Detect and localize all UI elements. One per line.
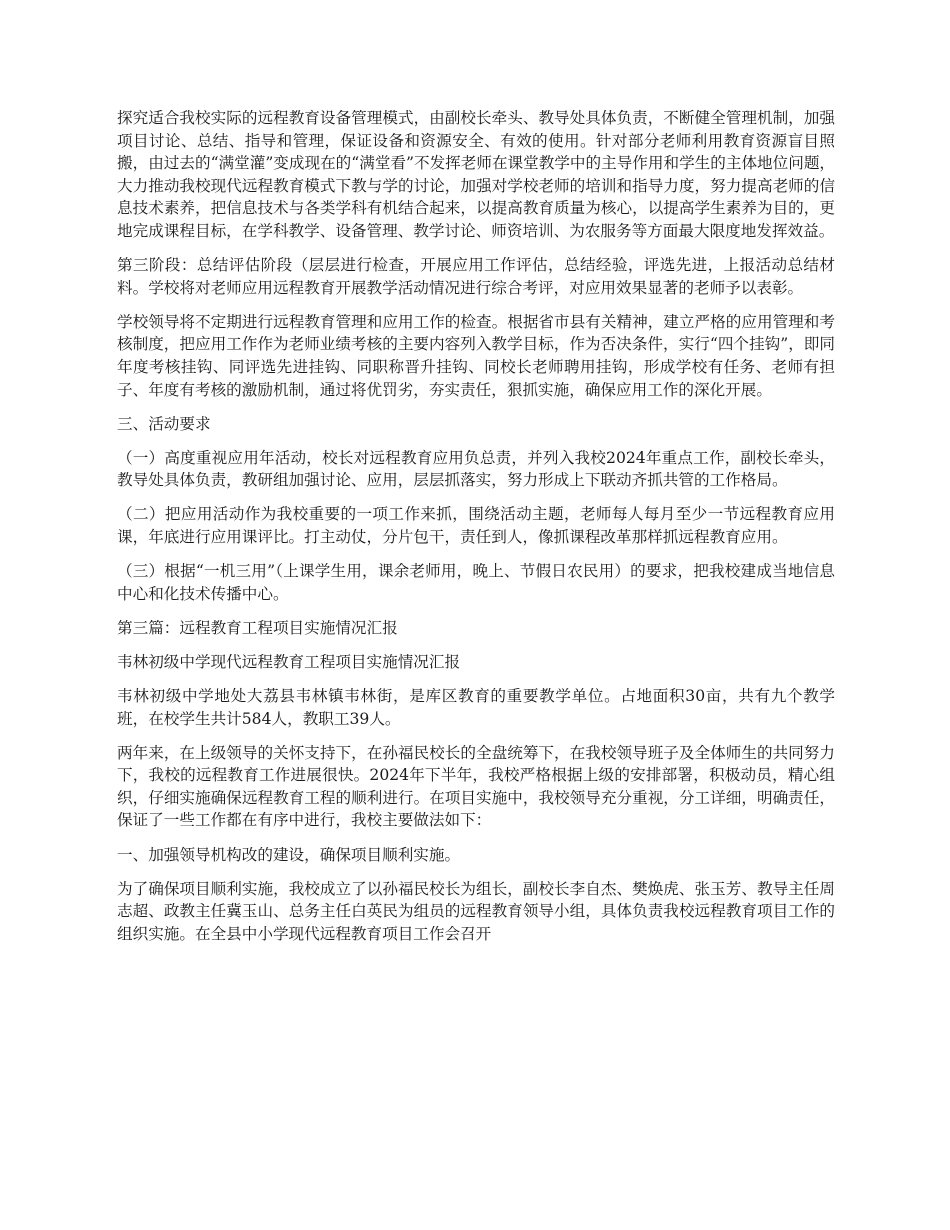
paragraph-requirement-3: （三）根据“一机三用”（上课学生用，课余老师用，晚上、节假日农民用）的要求，把我校建成当地信息中心和化技术传播中心。	[117, 562, 835, 603]
paragraph-leadership-group: 为了确保项目顺利实施，我校成立了以孙福民校长为组长，副校长李自杰、樊焕虎、张玉芳、教导主任周志超、政教主任冀玉山、总务主任白英民为组员的远程教育领导小组，具体负责我校远程教育项目工作的组织实施。在全县中小学现代远程教育项目工作会召开	[117, 879, 835, 943]
paragraph-equipment-management: 探究适合我校实际的远程教育设备管理模式，由副校长牵头、教导处具体负责，不断健全管理机制，加强项目讨论、总结、指导和管理，保证设备和资源安全、有效的使用。针对部分老师利用教育资源盲目照搬，由过去的“满堂灌”变成现在的“满堂看”不发挥老师在课堂教学中的主导作用和学生的主体地位问题，大力推动我校现代远程教育模式下教与学的讨论，加强对学校老师的培训和指导力度，努力提高老师的信息技术素养，把信息技术与各类学科有机结合起来，以提高教育质量为核心，以提高学生素养为目的，更地完成课程目标，在学科教学、设备管理、教学讨论、师资培训、为农服务等方面最大限度地发挥效益。	[117, 109, 836, 240]
paragraph-inspection: 学校领导将不定期进行远程教育管理和应用工作的检查。根据省市县有关精神，建立严格的应用管理和考核制度，把应用工作作为老师业绩考核的主要内容列入教学目标，作为否决条件，实行“四个挂钩”，即同年度考核挂钩、同评选先进挂钩、同职称晋升挂钩、同校长老师聘用挂钩，形成学校有任务、老师有担子、年度有考核的激励机制，通过将优罚劣，夯实责任，狠抓实施，确保应用工作的深化开展。	[117, 312, 835, 399]
paragraph-school-intro: 韦林初级中学地处大荔县韦林镇韦林街，是库区教育的重要教学单位。占地面积30亩，共有九个教学班，在校学生共计584人，教职工39人。	[117, 686, 835, 728]
paragraph-requirement-2: （二）把应用活动作为我校重要的一项工作来抓，围绕活动主题，老师每人每月至少一节远程教育应用课，年底进行应用课评比。打主动仗，分片包干，责任到人，像抓课程改革那样抓远程教育应用。	[117, 505, 835, 546]
article-heading-part-three: 第三篇：远程教育工程项目实施情况汇报	[117, 618, 398, 637]
document-body	[117, 107, 835, 957]
paragraph-progress: 两年来，在上级领导的关怀支持下，在孙福民校长的全盘统筹下，在我校领导班子及全体师生的共同努力下，我校的远程教育工作进展很快。2024年下半年，我校严格根据上级的安排部署，积极动员，精心组织，仔细实施确保远程教育工程的顺利进行。在项目实施中，我校领导充分重视，分工详细，明确责任，保证了一些工作都在有序中进行，我校主要做法如下：	[117, 743, 835, 830]
section-heading-leadership: 一、加强领导机构改的建设，确保项目顺利实施。	[117, 845, 461, 864]
paragraph-stage-three: 第三阶段：总结评估阶段（层层进行检查，开展应用工作评估，总结经验，评选先进，上报活动总结材料。学校将对老师应用远程教育开展教学活动情况进行综合考评，对应用效果显著的老师予以表彰。	[117, 256, 835, 297]
section-heading-activity-requirements: 三、活动要求	[117, 414, 211, 433]
paragraph-requirement-1: （一）高度重视应用年活动，校长对远程教育应用负总责，并列入我校2024年重点工作，副校长牵头，教导处具体负责，教研组加强讨论、应用，层层抓落实，努力形成上下联动齐抓共管的工作格局。	[117, 448, 835, 490]
report-title: 韦林初级中学现代远程教育工程项目实施情况汇报	[117, 652, 461, 671]
